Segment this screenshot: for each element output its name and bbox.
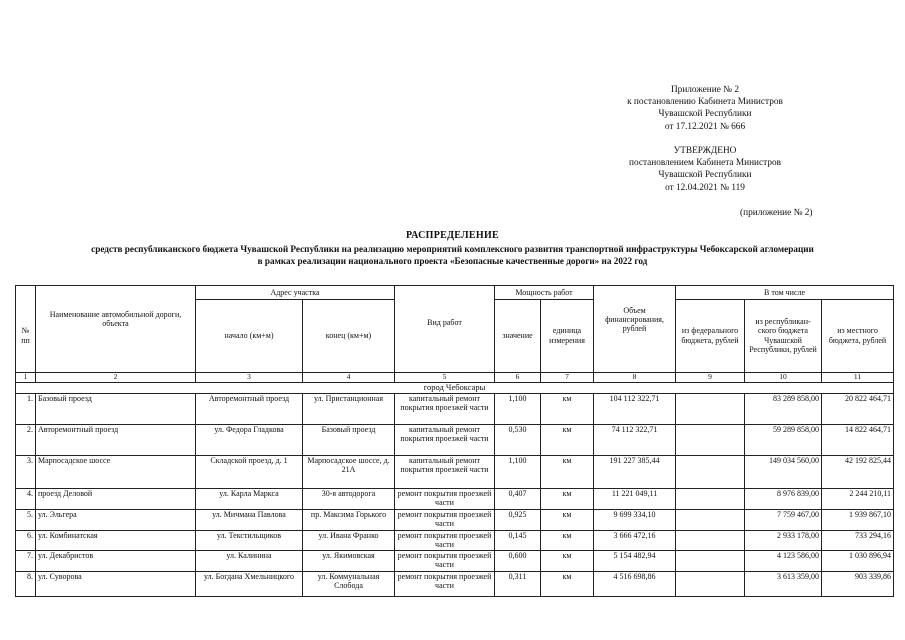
row-number: 3. [16,455,36,488]
funding-federal [676,393,745,424]
work-type: ремонт покрытия проезжей части [395,550,495,571]
funding-total: 191 227 385,44 [594,455,676,488]
funding-local: 903 339,86 [822,571,894,596]
column-number: 1 [16,372,36,382]
section-end: пр. Максима Горького [303,509,395,530]
appendix-line: к постановлению Кабинета Министров [627,97,783,108]
header-address: Адрес участка [196,286,395,300]
header-including: В том числе [676,286,894,300]
column-number: 4 [303,372,395,382]
funding-local: 1 030 896,94 [822,550,894,571]
section-end: ул. Пристанционная [303,393,395,424]
funding-total: 104 112 322,71 [594,393,676,424]
city-row [16,382,894,393]
work-type: капитальный ремонт покрытия проезжей части [395,455,495,488]
funding-republic: 8 976 839,00 [745,488,822,509]
approval-line: Чувашской Республики [658,170,752,181]
column-number: 5 [395,372,495,382]
column-number: 11 [822,372,894,382]
header-cell [36,286,196,300]
column-number: 9 [676,372,745,382]
header-federal: из федерального бюджета, рублей [676,300,745,373]
funding-total: 3 666 472,16 [594,530,676,550]
row-number: 7. [16,550,36,571]
funding-local: 20 822 464,71 [822,393,894,424]
section-end: Марпосадское шоссе, д. 21А [303,455,395,488]
work-type: ремонт покрытия проезжей части [395,488,495,509]
header-funding: Объем финансирования, рублей [594,300,676,373]
section-end: ул. Коммунальная Слобода [303,571,395,596]
approval-block [560,145,850,194]
row-number: 4. [16,488,36,509]
header-unit: единица измерения [541,300,594,373]
header-road-name: Наименование автомобильной дороги, объекта [36,300,196,373]
section-start: ул. Карла Маркса [196,488,303,509]
road-name: ул. Суворова [36,571,196,596]
appendix-block [560,84,850,133]
capacity-unit: км [541,488,594,509]
funding-republic: 4 123 586,00 [745,550,822,571]
header-end: конец (км+м) [303,300,395,373]
approval-line: от 12.04.2021 № 119 [665,182,745,193]
section-start: ул. Федора Гладкова [196,424,303,455]
funding-total: 4 516 698,86 [594,571,676,596]
capacity-unit: км [541,571,594,596]
header-republic: из республикан-ского бюджета Чувашской Республики, рублей [745,300,822,373]
funding-local: 2 244 210,11 [822,488,894,509]
header-value: значение [495,300,541,373]
funding-federal [676,488,745,509]
table-row [16,393,894,424]
column-number: 2 [36,372,196,382]
funding-republic: 149 034 560,00 [745,455,822,488]
section-end: ул. Якимовская [303,550,395,571]
capacity-value: 0,530 [495,424,541,455]
capacity-unit: км [541,455,594,488]
funding-federal [676,530,745,550]
header-cell [395,286,495,300]
header-number: № пп [16,300,36,373]
capacity-value: 0,600 [495,550,541,571]
column-number: 10 [745,372,822,382]
header-capacity: Мощность работ [495,286,594,300]
header-work-type: Вид работ [395,300,495,373]
section-start: ул. Мичмана Павлова [196,509,303,530]
appendix-line: Приложение № 2 [670,85,740,95]
road-name: Базовый проезд [36,393,196,424]
capacity-value: 1,100 [495,393,541,424]
column-number-row [16,372,894,382]
capacity-value: 0,925 [495,509,541,530]
work-type: ремонт покрытия проезжей части [395,530,495,550]
city-label: город Чебоксары [16,382,894,393]
funding-republic: 2 933 178,00 [745,530,822,550]
capacity-value: 0,311 [495,571,541,596]
funding-republic: 83 289 858,00 [745,393,822,424]
distribution-table [15,285,894,597]
section-start: Авторемонтный проезд [196,393,303,424]
funding-republic: 3 613 359,00 [745,571,822,596]
work-type: капитальный ремонт покрытия проезжей части [395,424,495,455]
road-name: ул. Эльгера [36,509,196,530]
funding-republic: 59 289 858,00 [745,424,822,455]
funding-total: 5 154 482,94 [594,550,676,571]
road-name: Марпосадское шоссе [36,455,196,488]
funding-federal [676,571,745,596]
funding-local: 733 294,16 [822,530,894,550]
appendix-reference: (приложение № 2) [740,208,813,218]
table-row [16,550,894,571]
appendix-line: от 17.12.2021 № 666 [664,121,746,132]
header-local: из местного бюджета, рублей [822,300,894,373]
funding-local: 1 939 867,10 [822,509,894,530]
table-row [16,488,894,509]
capacity-unit: км [541,393,594,424]
document-subtitle: в рамках реализации национального проекта «Безопасные качественные дороги» на 2022 год [257,256,648,266]
table-row [16,571,894,596]
row-number: 8. [16,571,36,596]
column-number: 7 [541,372,594,382]
funding-federal [676,550,745,571]
funding-total: 9 699 334,10 [594,509,676,530]
approval-line: УТВЕРЖДЕНО [673,146,737,156]
table-row [16,455,894,488]
row-number: 2. [16,424,36,455]
funding-federal [676,455,745,488]
row-number: 1. [16,393,36,424]
row-number: 6. [16,530,36,550]
capacity-unit: км [541,530,594,550]
section-start: Складской проезд, д. 1 [196,455,303,488]
document-subtitle: средств республиканского бюджета Чувашской Республики на реализацию мероприятий комплексного развития транспортной инфраструктуры Чебоксарской агломерации [91,244,814,254]
header-cell [594,286,676,300]
funding-federal [676,509,745,530]
work-type: ремонт покрытия проезжей части [395,509,495,530]
road-name: ул. Комбинатская [36,530,196,550]
capacity-value: 0,407 [495,488,541,509]
capacity-unit: км [541,424,594,455]
section-end: ул. Ивана Франко [303,530,395,550]
funding-federal [676,424,745,455]
table-row [16,530,894,550]
column-number: 6 [495,372,541,382]
funding-local: 42 192 825,44 [822,455,894,488]
capacity-value: 1,100 [495,455,541,488]
road-name: Авторемонтный проезд [36,424,196,455]
capacity-unit: км [541,509,594,530]
funding-total: 74 112 322,71 [594,424,676,455]
section-start: ул. Калинина [196,550,303,571]
table-row [16,509,894,530]
table-row [16,424,894,455]
funding-local: 14 822 464,71 [822,424,894,455]
header-start: начало (км+м) [196,300,303,373]
section-end: 30-я автодорога [303,488,395,509]
capacity-value: 0,145 [495,530,541,550]
header-cell [16,286,36,300]
approval-line: постановлением Кабинета Министров [628,158,782,169]
road-name: ул. Декабристов [36,550,196,571]
section-start: ул. Текстильщиков [196,530,303,550]
road-name: проезд Деловой [36,488,196,509]
column-number: 3 [196,372,303,382]
funding-total: 11 221 049,11 [594,488,676,509]
funding-republic: 7 759 467,00 [745,509,822,530]
document-title: РАСПРЕДЕЛЕНИЕ [406,230,499,241]
row-number: 5. [16,509,36,530]
work-type: ремонт покрытия проезжей части [395,571,495,596]
section-end: Базовый проезд [303,424,395,455]
section-start: ул. Богдана Хмельницкого [196,571,303,596]
column-number: 8 [594,372,676,382]
work-type: капитальный ремонт покрытия проезжей части [395,393,495,424]
appendix-line: Чувашской Республики [658,109,752,120]
capacity-unit: км [541,550,594,571]
